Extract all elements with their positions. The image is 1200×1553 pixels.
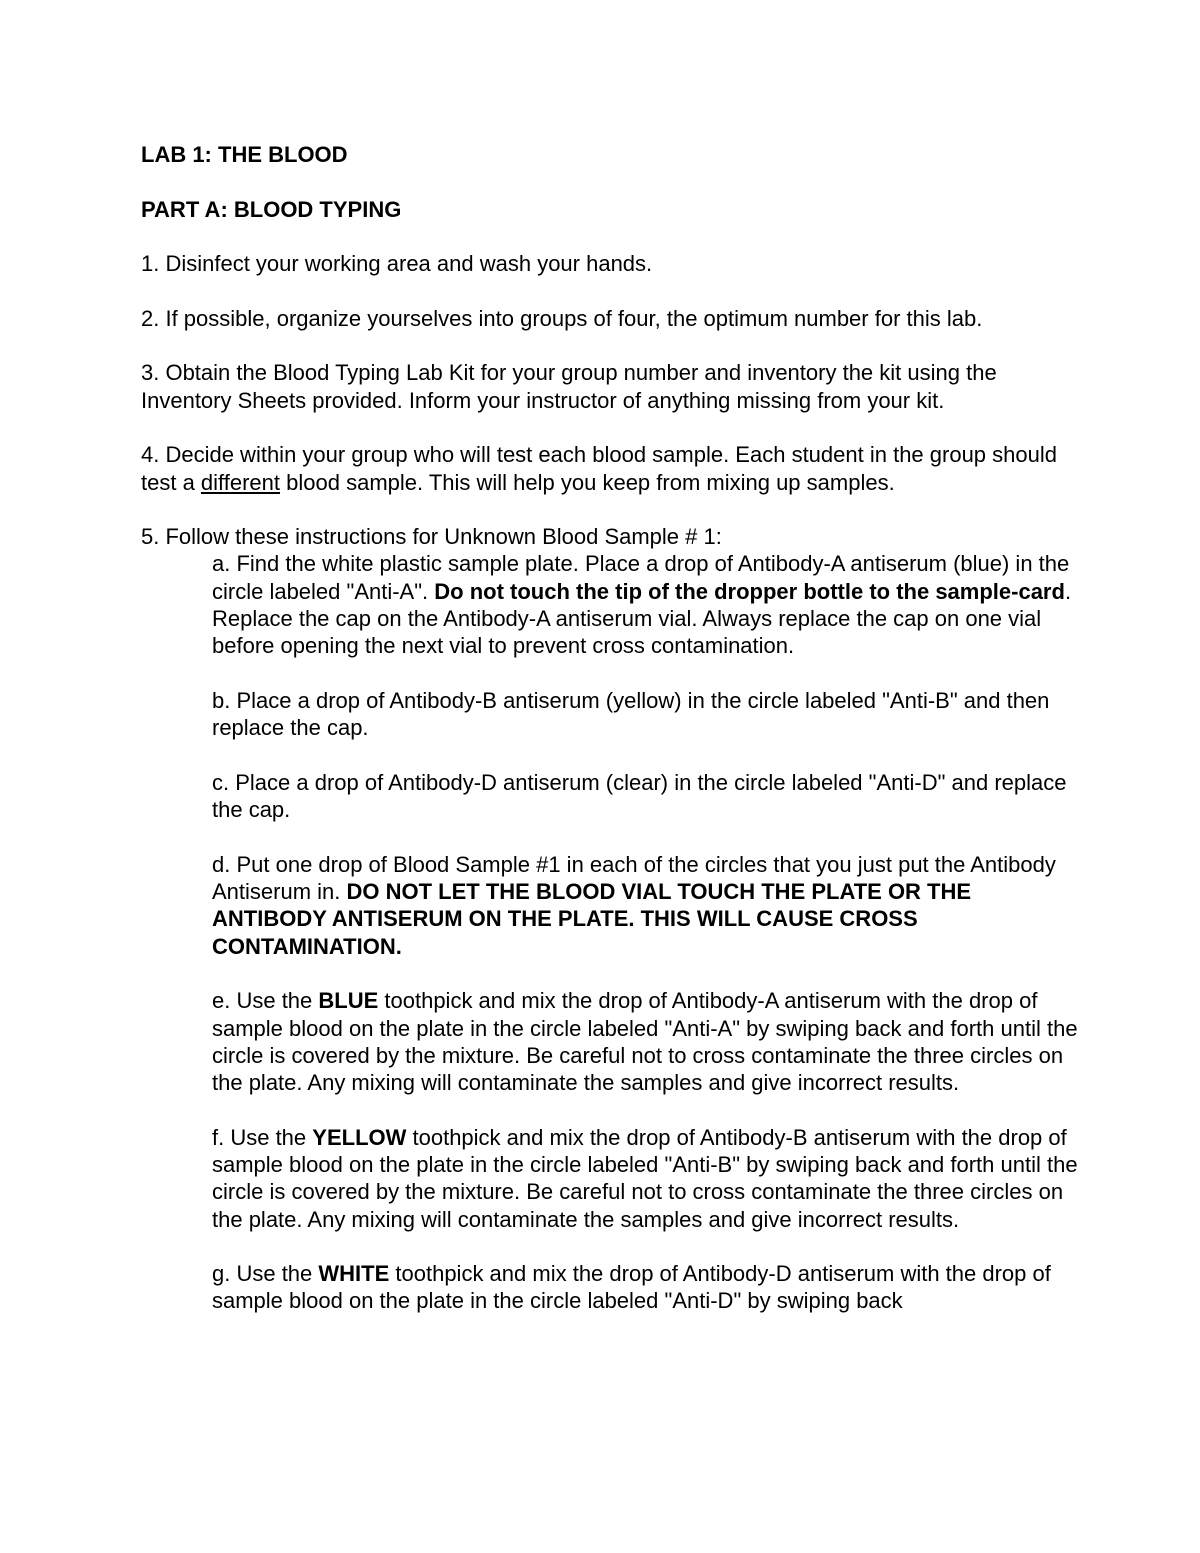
step-4 [141,441,1081,496]
substep-f [141,1124,1081,1233]
step-2: 2. If possible, organize yourselves into groups of four, the optimum number for this lab. [141,305,983,331]
step-3: 3. Obtain the Blood Typing Lab Kit for your group number and inventory the kit using the Inventory Sheets provided. Inform your instructor of anything missing from your kit. [141,360,997,413]
substep-e-color: BLUE [318,988,379,1014]
substep-e-text-end: toothpick and mix the drop of Antibody-A antiserum with the drop of sample blood on the plate in the circle labeled "Anti-A" by swiping back and forth until the circle is covered by the mixture. Be careful not to cross contaminate the three circles on the plate. Any mixing will contaminate the samples and give incorrect results. [212,988,1078,1096]
substep-e-text-start: e. Use the [212,988,319,1014]
substep-a-text-start: a. Find the white plastic sample plate. Place a drop of Antibody-A antiserum (blue) in the circle labeled "Anti-A". [212,551,1070,604]
substep-g-color: WHITE [318,1261,390,1287]
document-title: LAB 1: THE BLOOD [141,142,348,167]
substep-d [141,851,1081,960]
document-body [141,141,1081,1315]
substep-a-warning: Do not touch the tip of the dropper bottle to the sample-card [434,578,1065,604]
substep-a-text-end: . Replace the cap on the Antibody-A antiserum vial. Always replace the cap on one vial before opening the next vial to prevent cross contamination. [212,578,1072,659]
step-4-underlined-word: different [200,469,281,495]
step-4-text-end: blood sample. This will help you keep from mixing up samples. [280,469,895,495]
substep-d-text-start: d. Put one drop of Blood Sample #1 in each of the circles that you just put the Antibody Antiserum in. [212,851,1056,905]
substep-a [141,550,1081,659]
substep-f-text-end: toothpick and mix the drop of Antibody-B antiserum with the drop of sample blood on the plate in the circle labeled "Anti-B" by swiping back and forth until the circle is covered by the mixture. Be careful not to cross contaminate the three circles on the plate. Any mixing will contaminate the samples and give incorrect results. [212,1124,1078,1232]
substep-g-text-start: g. Use the [212,1261,319,1287]
substep-g-text-end: toothpick and mix the drop of Antibody-D antiserum with the drop of sample blood on the plate in the circle labeled "Anti-D" by swiping back [212,1261,1051,1314]
substep-g [141,1260,1081,1315]
substep-d-warning: DO NOT LET THE BLOOD VIAL TOUCH THE PLATE OR THE ANTIBODY ANTISERUM ON THE PLATE. THIS WILL CAUSE CROSS CONTAMINATION. [212,879,972,959]
part-heading: PART A: BLOOD TYPING [141,196,402,222]
step-1: 1. Disinfect your working area and wash your hands. [141,251,653,277]
substep-e [141,987,1081,1096]
substep-c: c. Place a drop of Antibody-D antiserum (clear) in the circle labeled "Anti-D" and replace the cap. [212,769,1067,823]
substep-f-text-start: f. Use the [212,1124,313,1150]
step-4-text-start: 4. Decide within your group who will test each blood sample. Each student in the group should test a [141,442,1057,495]
substep-f-color: YELLOW [312,1124,407,1150]
step-5: 5. Follow these instructions for Unknown Blood Sample # 1: [141,524,722,550]
substep-b: b. Place a drop of Antibody-B antiserum (yellow) in the circle labeled "Anti-B" and then replace the cap. [212,687,1050,741]
